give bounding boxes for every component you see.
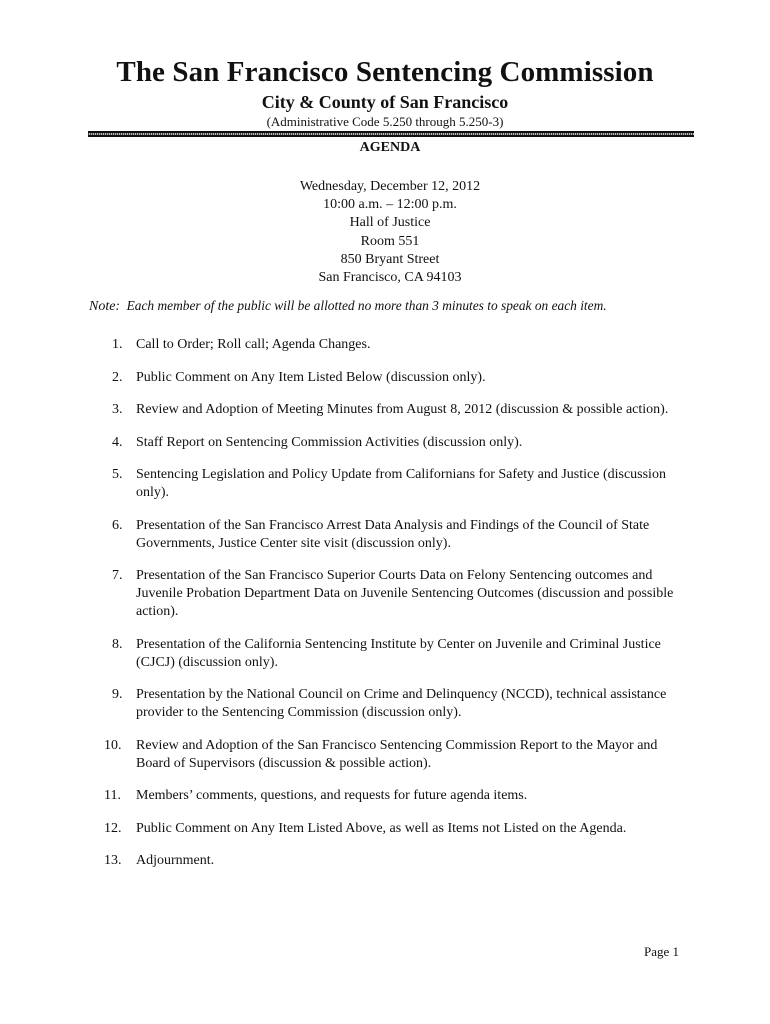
agenda-item bbox=[112, 466, 692, 502]
agenda-item bbox=[104, 737, 692, 773]
agenda-item-number: 13. bbox=[104, 853, 122, 868]
agenda-item-number: 8. bbox=[112, 636, 123, 652]
agenda-item-text: Public Comment on Any Item Listed Below (discussion only). bbox=[136, 369, 486, 385]
meeting-time: 10:00 a.m. – 12:00 p.m. bbox=[323, 197, 457, 213]
note-text: Each member of the public will be allotted no more than 3 minutes to speak on each item. bbox=[126, 298, 607, 313]
administrative-code: (Administrative Code 5.250 through 5.250-3) bbox=[266, 114, 504, 129]
agenda-item-number: 7. bbox=[112, 568, 123, 583]
agenda-item bbox=[104, 852, 692, 870]
agenda-item-text: Presentation of the San Francisco Superior Courts Data on Felony Sentencing outcomes and Juvenile Probation Department Data on Juvenile Sentencing Outcomes (discussion and possible action). bbox=[136, 568, 674, 619]
agenda-item bbox=[112, 401, 692, 419]
page-number: Page 1 bbox=[643, 944, 679, 959]
meeting-date: Wednesday, December 12, 2012 bbox=[299, 179, 481, 194]
meeting-room: Room 551 bbox=[360, 233, 420, 249]
meeting-city: San Francisco, CA 94103 bbox=[318, 270, 462, 286]
agenda-item-number: 12. bbox=[104, 820, 122, 836]
agenda-item-text: Call to Order; Roll call; Agenda Changes. bbox=[136, 337, 371, 352]
agenda-item-text: Presentation of the California Sentencing Institute by Center on Juvenile and Criminal Justice (CJCJ) (discussion only). bbox=[136, 636, 661, 670]
agenda-item-text: Adjournment. bbox=[136, 853, 215, 868]
agenda-items-list bbox=[104, 336, 692, 885]
public-comment-note bbox=[89, 298, 607, 315]
document-title: The San Francisco Sentencing Commission bbox=[116, 56, 654, 88]
header-divider bbox=[88, 131, 694, 137]
agenda-item bbox=[112, 434, 692, 452]
agenda-item-number: 5. bbox=[112, 467, 123, 482]
meeting-location: Hall of Justice bbox=[349, 215, 431, 231]
agenda-item-text: Members’ comments, questions, and requests for future agenda items. bbox=[136, 788, 528, 803]
agenda-item bbox=[112, 567, 692, 621]
agenda-item-text: Public Comment on Any Item Listed Above, as well as Items not Listed on the Agenda. bbox=[136, 820, 627, 836]
agenda-item bbox=[104, 820, 692, 838]
agenda-item bbox=[112, 336, 692, 354]
agenda-item-number: 1. bbox=[112, 337, 123, 352]
agenda-item-text: Sentencing Legislation and Policy Update from Californians for Safety and Justice (discussion only). bbox=[136, 467, 666, 500]
agenda-item-text: Review and Adoption of the San Francisco Sentencing Commission Report to the Mayor and Board of Supervisors (discussion & possible action). bbox=[136, 737, 658, 771]
agenda-item bbox=[112, 636, 692, 672]
agenda-item-number: 11. bbox=[104, 788, 121, 803]
agenda-item-number: 9. bbox=[112, 687, 123, 702]
agenda-item bbox=[112, 517, 692, 553]
agenda-item-number: 3. bbox=[112, 402, 123, 417]
agenda-item-number: 6. bbox=[112, 517, 123, 533]
meeting-street: 850 Bryant Street bbox=[340, 251, 440, 267]
agenda-item-text: Staff Report on Sentencing Commission Activities (discussion only). bbox=[136, 434, 523, 450]
agenda-item-number: 10. bbox=[104, 737, 122, 753]
agenda-item-text: Review and Adoption of Meeting Minutes from August 8, 2012 (discussion & possible action). bbox=[136, 402, 669, 417]
agenda-item-number: 4. bbox=[112, 434, 123, 450]
agenda-item bbox=[112, 686, 692, 722]
document-subtitle: City & County of San Francisco bbox=[261, 92, 509, 112]
agenda-item bbox=[104, 787, 692, 805]
agenda-item-number: 2. bbox=[112, 369, 123, 385]
note-label: Note bbox=[89, 299, 116, 314]
note-colon: : bbox=[115, 298, 127, 313]
agenda-item bbox=[112, 369, 692, 387]
agenda-item-text: Presentation by the National Council on Crime and Delinquency (NCCD), technical assistance provider to the Sentencing Commission (discussion only). bbox=[136, 687, 667, 720]
agenda-item-text: Presentation of the San Francisco Arrest Data Analysis and Findings of the Council of State Governments, Justice Center site visit (discussion only). bbox=[136, 517, 650, 551]
agenda-heading: AGENDA bbox=[359, 140, 421, 155]
meeting-details bbox=[0, 178, 770, 287]
